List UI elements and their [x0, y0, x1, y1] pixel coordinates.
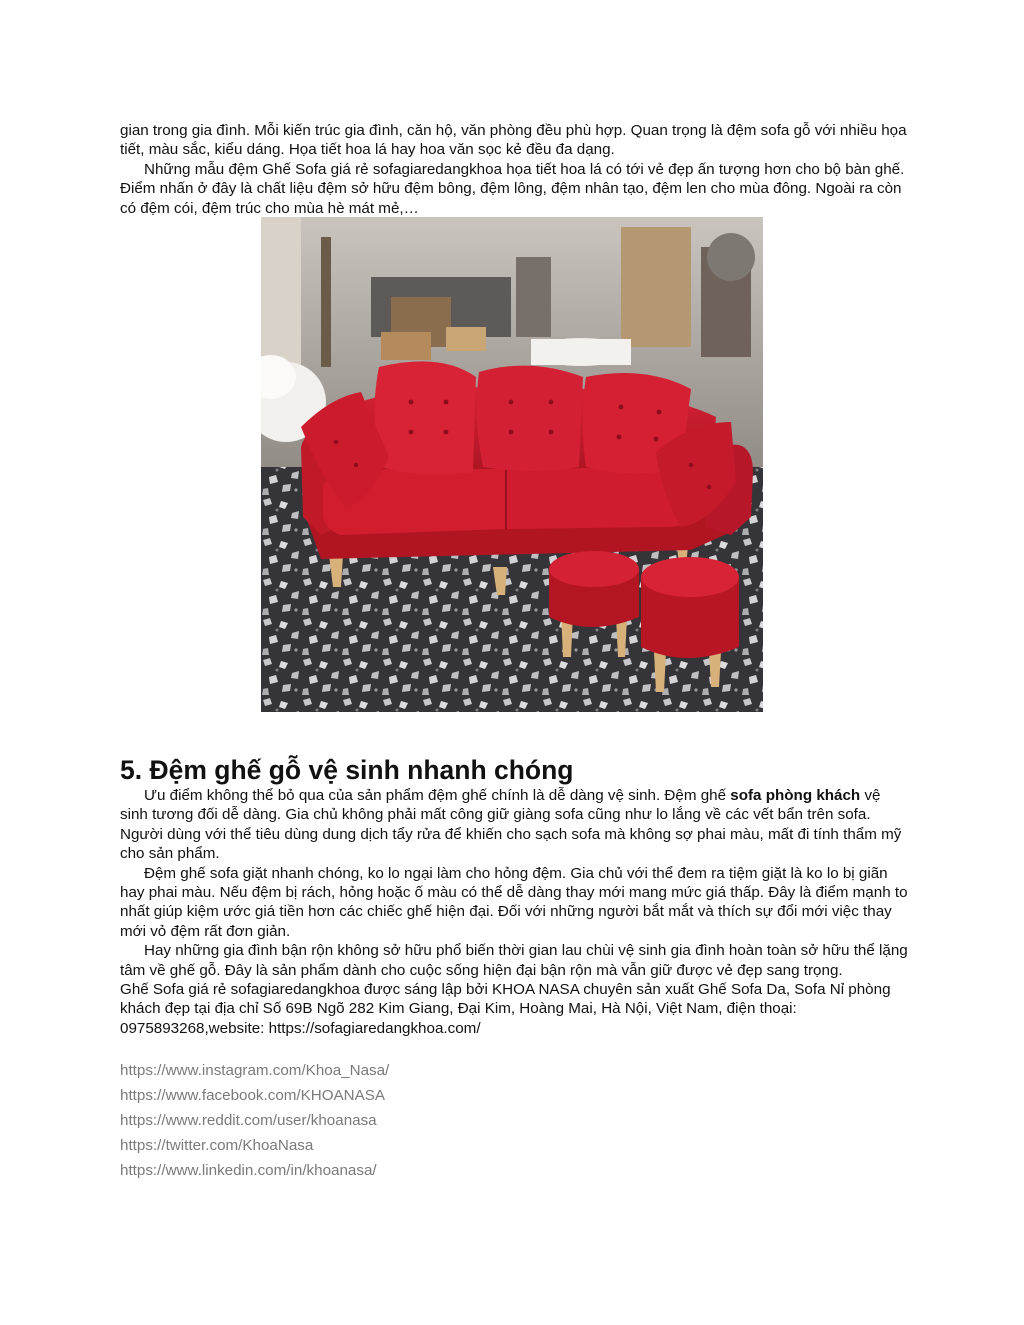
bold-keyword: sofa phòng khách: [730, 787, 861, 804]
section-paragraph-3: Hay những gia đình bận rộn không sở hữu phổ biến thời gian lau chùi vệ sinh gia đình hoàn toàn sở hữu thể lặng tâm về ghế gỗ. Đây là sản phẩm dành cho cuộc sống hiện đại bận rộn mà vẫn giữ được vẻ đẹp sang trọng.: [120, 942, 908, 979]
linkedin-link[interactable]: https://www.linkedin.com/in/khoanasa/: [120, 1162, 377, 1179]
intro-paragraph-2: Những mẫu đệm Ghế Sofa giá rẻ sofagiaredangkhoa họa tiết hoa lá có tới vẻ đẹp ấn tượng hơn cho bộ bàn ghế. Điểm nhấn ở đây là chất liệu đệm sở hữu đệm bông, đệm lông, đệm nhân tạo, đệm len cho mùa đông. Ngoài ra còn có đệm cói, đệm trúc cho mùa hè mát mẻ,…: [120, 161, 905, 217]
intro-paragraph-1: gian trong gia đình. Mỗi kiến trúc gia đình, căn hộ, văn phòng đều phù hợp. Quan trọng là đệm sofa gỗ với nhiều họa tiết, màu sắc, kiểu dáng. Họa tiết hoa lá hay hoa văn sọc kẻ đều đa dạng.: [120, 122, 907, 159]
section-paragraph-1: [120, 786, 910, 864]
reddit-link[interactable]: https://www.reddit.com/user/khoanasa: [120, 1112, 377, 1129]
instagram-link[interactable]: https://www.instagram.com/Khoa_Nasa/: [120, 1062, 390, 1079]
section-paragraph-2: Đệm ghế sofa giặt nhanh chóng, ko lo ngại làm cho hỏng đệm. Gia chủ với thể đem ra tiệm giặt là ko lo bị giãn hay phai màu. Nếu đệm bị rách, hỏng hoặc ố màu có thể dễ dàng thay mới mang mức giá thấp. Đây là điểm mạnh to nhất giúp kiệm ước giá tiền hơn các chiếc ghế hiện đại. Đối với những người bắt mắt và thích sự đổi mới việc thay mới vỏ đệm rất đơn giản.: [120, 864, 908, 940]
paragraph-text: vệ sinh tương đối dễ dàng. Gia chủ không phải mất công giữ giàng sofa cũng như lo lắng về các vết bẩn trên sofa. Người dùng với thể tiêu dùng dung dịch tẩy rửa để khiến cho sạch sofa mà không sợ phai màu, mất đi tính thẩm mỹ cho sản phẩm.: [120, 787, 902, 863]
section-heading: 5. Đệm ghế gỗ vệ sinh nhanh chóng: [120, 755, 574, 785]
twitter-link[interactable]: https://twitter.com/KhoaNasa: [120, 1137, 314, 1154]
section-paragraph-4: Ghế Sofa giá rẻ sofagiaredangkhoa được sáng lập bởi KHOA NASA chuyên sản xuất Ghế Sofa Da, Sofa Nỉ phòng khách đẹp tại địa chỉ Số 69B Ngõ 282 Kim Giang, Đại Kim, Hoàng Mai, Hà Nội, Việt Nam, điện thoại: 0975893268,website: https://sofagiaredangkhoa.com/: [120, 981, 891, 1037]
facebook-link[interactable]: https://www.facebook.com/KHOANASA: [120, 1087, 386, 1104]
section-body: [120, 786, 910, 1038]
social-links: [120, 1058, 389, 1183]
sofa-photo: [261, 217, 763, 712]
paragraph-text: Ưu điểm không thể bỏ qua của sản phẩm đệm ghế chính là dễ dàng vệ sinh. Đệm ghế: [144, 787, 731, 804]
